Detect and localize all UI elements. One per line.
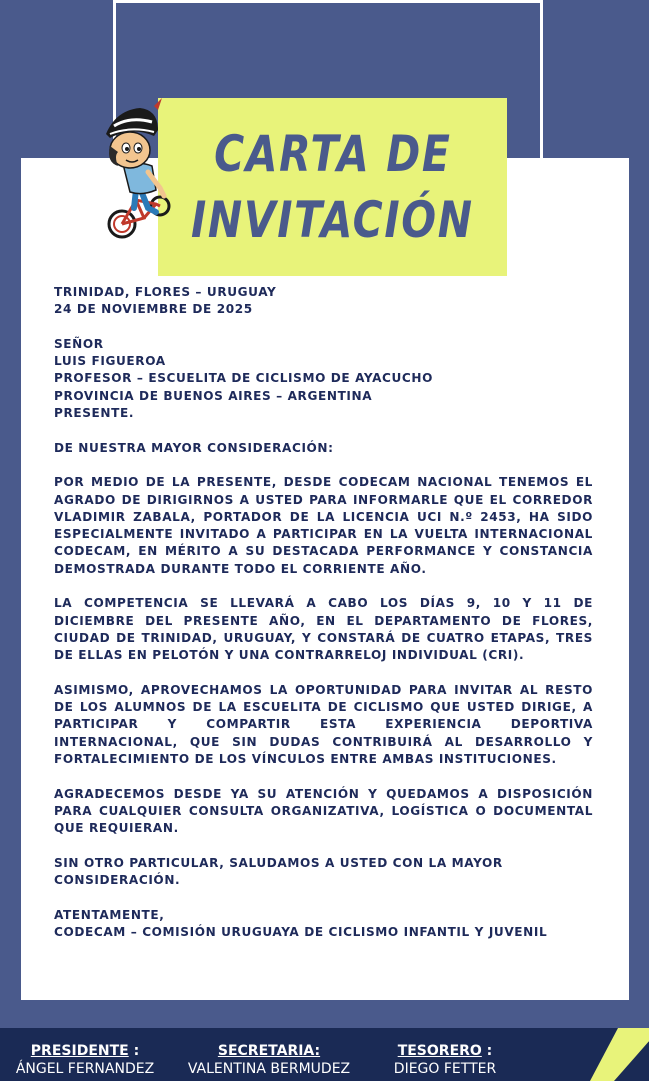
paragraph-competition: LA COMPETENCIA SE LLEVARÁ A CABO LOS DÍAS 9, 10 Y 11 DE DICIEMBRE DEL PRESENTE AÑO, EN EL DEPARTAMENTO DE FLORES, CIUDAD DE TRINIDAD, URUGUAY, Y CONSTARÁ DE CUATRO ETAPAS, TRES DE ELLAS EN PELOTÓN Y UNA CONTRARRELOJ INDIVIDUAL (CRI). xyxy=(54,596,593,663)
paragraph-invitation: POR MEDIO DE LA PRESENTE, DESDE CODECAM NACIONAL TENEMOS EL AGRADO DE DIRIGIRNOS A USTED PARA INFORMARLE QUE EL CORREDOR VLADIMIR ZABALA, PORTADOR DE LA LICENCIA UCI N.º 2453, HA SIDO ESPECIALMENTE INVITADO A PARTICIPAR EN LA VUELTA INTERNACIONAL CODECAM, EN MÉRITO A SU DESTACADA PERFORMANCE Y CONSTANCIA DEMOSTRADA DURANTE TODO EL CORRIENTE AÑO. xyxy=(54,475,593,576)
recipient-line: PROVINCIA DE BUENOS AIRES – ARGENTINA xyxy=(54,388,373,403)
treasurer-colon: : xyxy=(481,1043,493,1059)
recipient-line: SEÑOR xyxy=(54,336,104,351)
recipient-block xyxy=(54,336,593,422)
footer-bar xyxy=(0,1028,649,1081)
paragraph-thanks: AGRADECEMOS DESDE YA SU ATENCIÓN Y QUEDAMOS A DISPOSICIÓN PARA CUALQUIER CONSULTA ORGANIZATIVA, LOGÍSTICA O DOCUMENTAL QUE REQUIERAN. xyxy=(54,786,593,836)
cyclist-icon xyxy=(96,96,178,248)
recipient-line: PRESENTE. xyxy=(54,406,135,421)
president-role: PRESIDENTE xyxy=(30,1043,129,1059)
recipient-line: LUIS FIGUEROA xyxy=(54,354,166,369)
secretary-name: VALENTINA BERMUDEZ xyxy=(187,1061,351,1077)
signoff: ATENTAMENTE, xyxy=(54,907,165,922)
recipient-line: PROFESOR – ESCUELITA DE CICLISMO DE AYACUCHO xyxy=(54,371,434,386)
treasurer-name: DIEGO FETTER xyxy=(393,1061,497,1077)
letter-place: TRINIDAD, FLORES – URUGUAY xyxy=(54,285,277,299)
salutation: DE NUESTRA MAYOR CONSIDERACIÓN: xyxy=(54,440,334,455)
treasurer-role: TESORERO xyxy=(397,1043,482,1059)
letter-body xyxy=(54,284,593,959)
footer-treasurer xyxy=(380,1042,510,1078)
closing-line: SIN OTRO PARTICULAR, SALUDAMOS A USTED CON LA MAYOR CONSIDERACIÓN. xyxy=(54,855,503,888)
secretary-role: SECRETARIA: xyxy=(217,1043,321,1059)
frame-line-right xyxy=(540,0,543,165)
president-name: ÁNGEL FERNANDEZ xyxy=(15,1061,155,1077)
president-colon: : xyxy=(128,1043,140,1059)
letter-date: 24 DE NOVIEMBRE DE 2025 xyxy=(54,302,253,317)
title-box xyxy=(158,98,507,276)
footer-accent-stripe xyxy=(590,1028,649,1081)
footer-president xyxy=(0,1042,170,1078)
frame-line-top xyxy=(113,0,543,3)
title-line-1: CARTA DE xyxy=(213,125,452,183)
footer-secretary xyxy=(172,1042,366,1078)
signature: CODECAM – COMISIÓN URUGUAYA DE CICLISMO INFANTIL Y JUVENIL xyxy=(54,924,548,939)
title-line-2: INVITACIÓN xyxy=(191,191,474,249)
paragraph-students: ASIMISMO, APROVECHAMOS LA OPORTUNIDAD PARA INVITAR AL RESTO DE LOS ALUMNOS DE LA ESCUELITA DE CICLISMO QUE USTED DIRIGE, A PARTICIPAR Y COMPARTIR ESTA EXPERIENCIA DEPORTIVA INTERNACIONAL, QUE SIN DUDAS CONTRIBUIRÁ AL DESARROLLO Y FORTALECIMIENTO DE LOS VÍNCULOS ENTRE AMBAS INSTITUCIONES. xyxy=(54,682,593,767)
